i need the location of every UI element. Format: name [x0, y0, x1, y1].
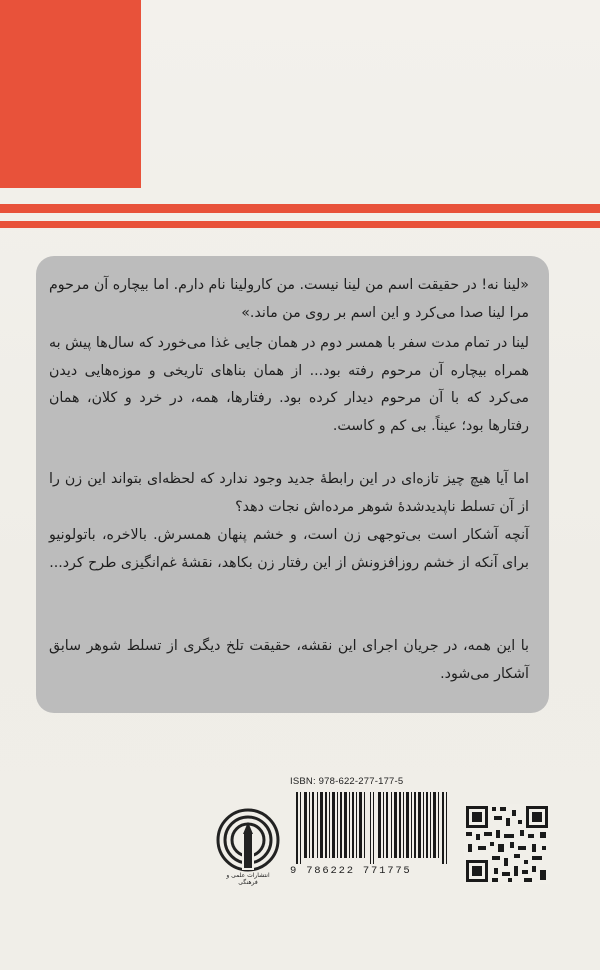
red-stripe — [0, 204, 600, 213]
blurb-paragraph: اما آیا هیچ چیز تازه‌ای در این رابطهٔ جدید وجود ندارد که لحظه‌ای بتواند این زن را از آن تسلط ناپدیدشدهٔ شوهر مرده‌اش نجات دهد؟ — [49, 471, 529, 515]
blurb-panel — [36, 256, 549, 713]
blurb-paragraph: لینا در تمام مدت سفر با همسر دوم در همان جایی غذا می‌خورد که سال‌ها پیش به همراه بیچاره آن مرحوم رفته بود... از همان بناهای تاریخی و موزه‌هایی دیدن می‌کرد که با آن مرحوم دیدار کرده بود. رفتارها، همه، در خرد و کلان، همان رفتارها بود؛ عیناً. بی کم و کاست. — [49, 335, 529, 434]
blurb-paragraph: آنچه آشکار است بی‌توجهی زن است، و خشم پنهان همسرش. بالاخره، باتولونیو برای آنکه از خشم روزافزونش از این رفتار زن بکاهد، نقشهٔ غم‌انگیزی طرح کرد... — [49, 527, 529, 571]
barcode-digits: 9 786222 771775 — [290, 865, 412, 877]
publisher-logo — [216, 808, 280, 886]
publisher-name: انتشارات علمی و فرهنگی — [226, 872, 270, 886]
blurb-quote: «لینا نه! در حقیقت اسم من لینا نیست. من کارولینا نام دارم. اما بیچاره آن مرحوم مرا لینا صدا می‌کرد و این اسم بر روی من ماند.» — [49, 277, 529, 321]
blurb-paragraph: با این همه، در جریان اجرای این نقشه، حقیقت تلخ دیگری از تسلط شوهر سابق آشکار می‌شود. — [49, 638, 529, 682]
qr-code — [464, 804, 550, 884]
barcode — [290, 776, 462, 896]
red-stripe — [0, 221, 600, 228]
isbn-text: ISBN: 978-622-277-177-5 — [290, 776, 404, 787]
red-corner-block — [0, 0, 141, 188]
publisher-logo-icon — [216, 808, 280, 872]
barcode-bars — [296, 792, 456, 864]
